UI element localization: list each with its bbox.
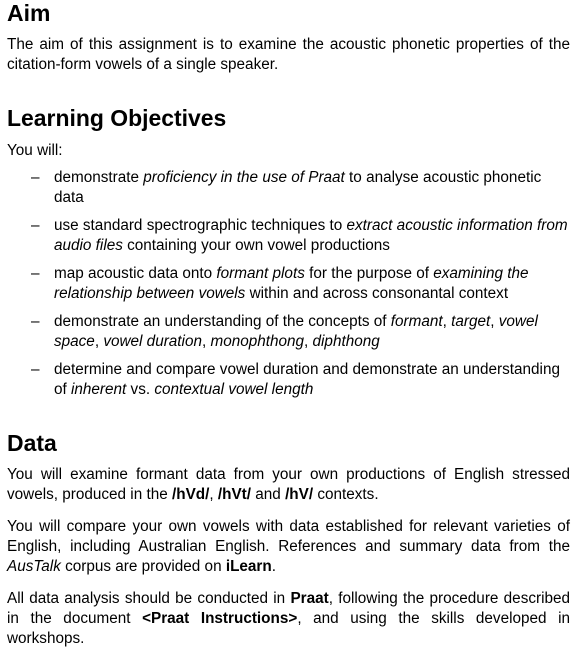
item-text: map acoustic data onto bbox=[54, 265, 217, 282]
item-emphasis: proficiency in the use of Praat bbox=[143, 169, 345, 186]
item-emphasis: vowel space bbox=[54, 313, 538, 350]
para-strong: Praat bbox=[290, 590, 329, 607]
item-text: , bbox=[490, 313, 499, 330]
para-text: , bbox=[209, 486, 218, 503]
para-text: You will compare your own vowels with data established for relevant varieties of English, including Australian English. References and summary data from the bbox=[7, 518, 570, 555]
bullet-dash: – bbox=[31, 169, 40, 186]
bullet-dash: – bbox=[31, 265, 40, 282]
para-text: All data analysis should be conducted in bbox=[7, 590, 291, 607]
item-text: demonstrate an understanding of the concepts of bbox=[54, 313, 391, 330]
item-text: to analyse acoustic phonetic data bbox=[54, 169, 542, 206]
para-text: You will examine formant data from your own productions of English stressed vowels, produced in the bbox=[7, 466, 570, 503]
para-text: , following the procedure described in the document bbox=[7, 590, 571, 627]
item-emphasis: diphthong bbox=[312, 333, 380, 350]
bullet-dash: – bbox=[31, 361, 40, 378]
learning-objectives-heading: Learning Objectives bbox=[7, 105, 227, 131]
para-strong: /hV/ bbox=[285, 486, 314, 503]
list-item bbox=[7, 216, 570, 256]
para-text: . bbox=[271, 558, 276, 575]
objectives-list bbox=[7, 168, 570, 408]
item-text: vs. bbox=[126, 381, 155, 398]
list-item bbox=[7, 264, 570, 304]
para-strong: /hVt/ bbox=[217, 486, 252, 503]
item-text: within and across consonantal context bbox=[245, 285, 509, 302]
para-text: and bbox=[251, 486, 286, 503]
data-heading: Data bbox=[7, 430, 57, 456]
para-text: corpus are provided on bbox=[60, 558, 226, 575]
item-text: , bbox=[94, 333, 104, 350]
list-item bbox=[7, 312, 570, 352]
aim-heading: Aim bbox=[7, 0, 51, 26]
item-text: containing your own vowel productions bbox=[122, 237, 390, 254]
item-emphasis: vowel duration bbox=[103, 333, 202, 350]
para-strong: iLearn bbox=[225, 558, 272, 575]
item-text: for the purpose of bbox=[304, 265, 434, 282]
item-text: use standard spectrographic techniques to bbox=[54, 217, 347, 234]
data-paragraph-compare bbox=[7, 517, 570, 577]
item-text: determine and compare vowel duration and demonstrate an understanding of bbox=[54, 361, 560, 398]
item-emphasis: monophthong bbox=[210, 333, 305, 350]
aim-paragraph: The aim of this assignment is to examine the acoustic phonetic properties of the citation-form vowels of a single speaker. bbox=[7, 36, 570, 73]
objectives-intro: You will: bbox=[7, 142, 63, 159]
list-item bbox=[7, 168, 570, 208]
item-text: , bbox=[304, 333, 313, 350]
item-text: , bbox=[201, 333, 211, 350]
data-paragraph-analysis bbox=[7, 589, 570, 649]
para-text: , and using the skills developed in workshops. bbox=[7, 610, 570, 647]
item-text: demonstrate bbox=[54, 169, 144, 186]
para-emphasis: AusTalk bbox=[7, 558, 61, 575]
para-strong: /hVd/ bbox=[171, 486, 210, 503]
item-emphasis: inherent bbox=[71, 381, 127, 398]
list-item bbox=[7, 360, 570, 400]
item-emphasis: target bbox=[451, 313, 491, 330]
bullet-dash: – bbox=[31, 217, 40, 234]
item-emphasis: contextual vowel length bbox=[154, 381, 314, 398]
item-emphasis: formant bbox=[390, 313, 443, 330]
bullet-dash: – bbox=[31, 313, 40, 330]
para-strong: <Praat Instructions> bbox=[142, 610, 298, 627]
item-text: , bbox=[442, 313, 452, 330]
item-emphasis: formant plots bbox=[216, 265, 305, 282]
para-text: contexts. bbox=[313, 486, 379, 503]
item-emphasis: examining the relationship between vowels bbox=[54, 265, 529, 302]
data-paragraph-formant bbox=[7, 465, 570, 505]
item-emphasis: extract acoustic information from audio files bbox=[54, 217, 568, 254]
